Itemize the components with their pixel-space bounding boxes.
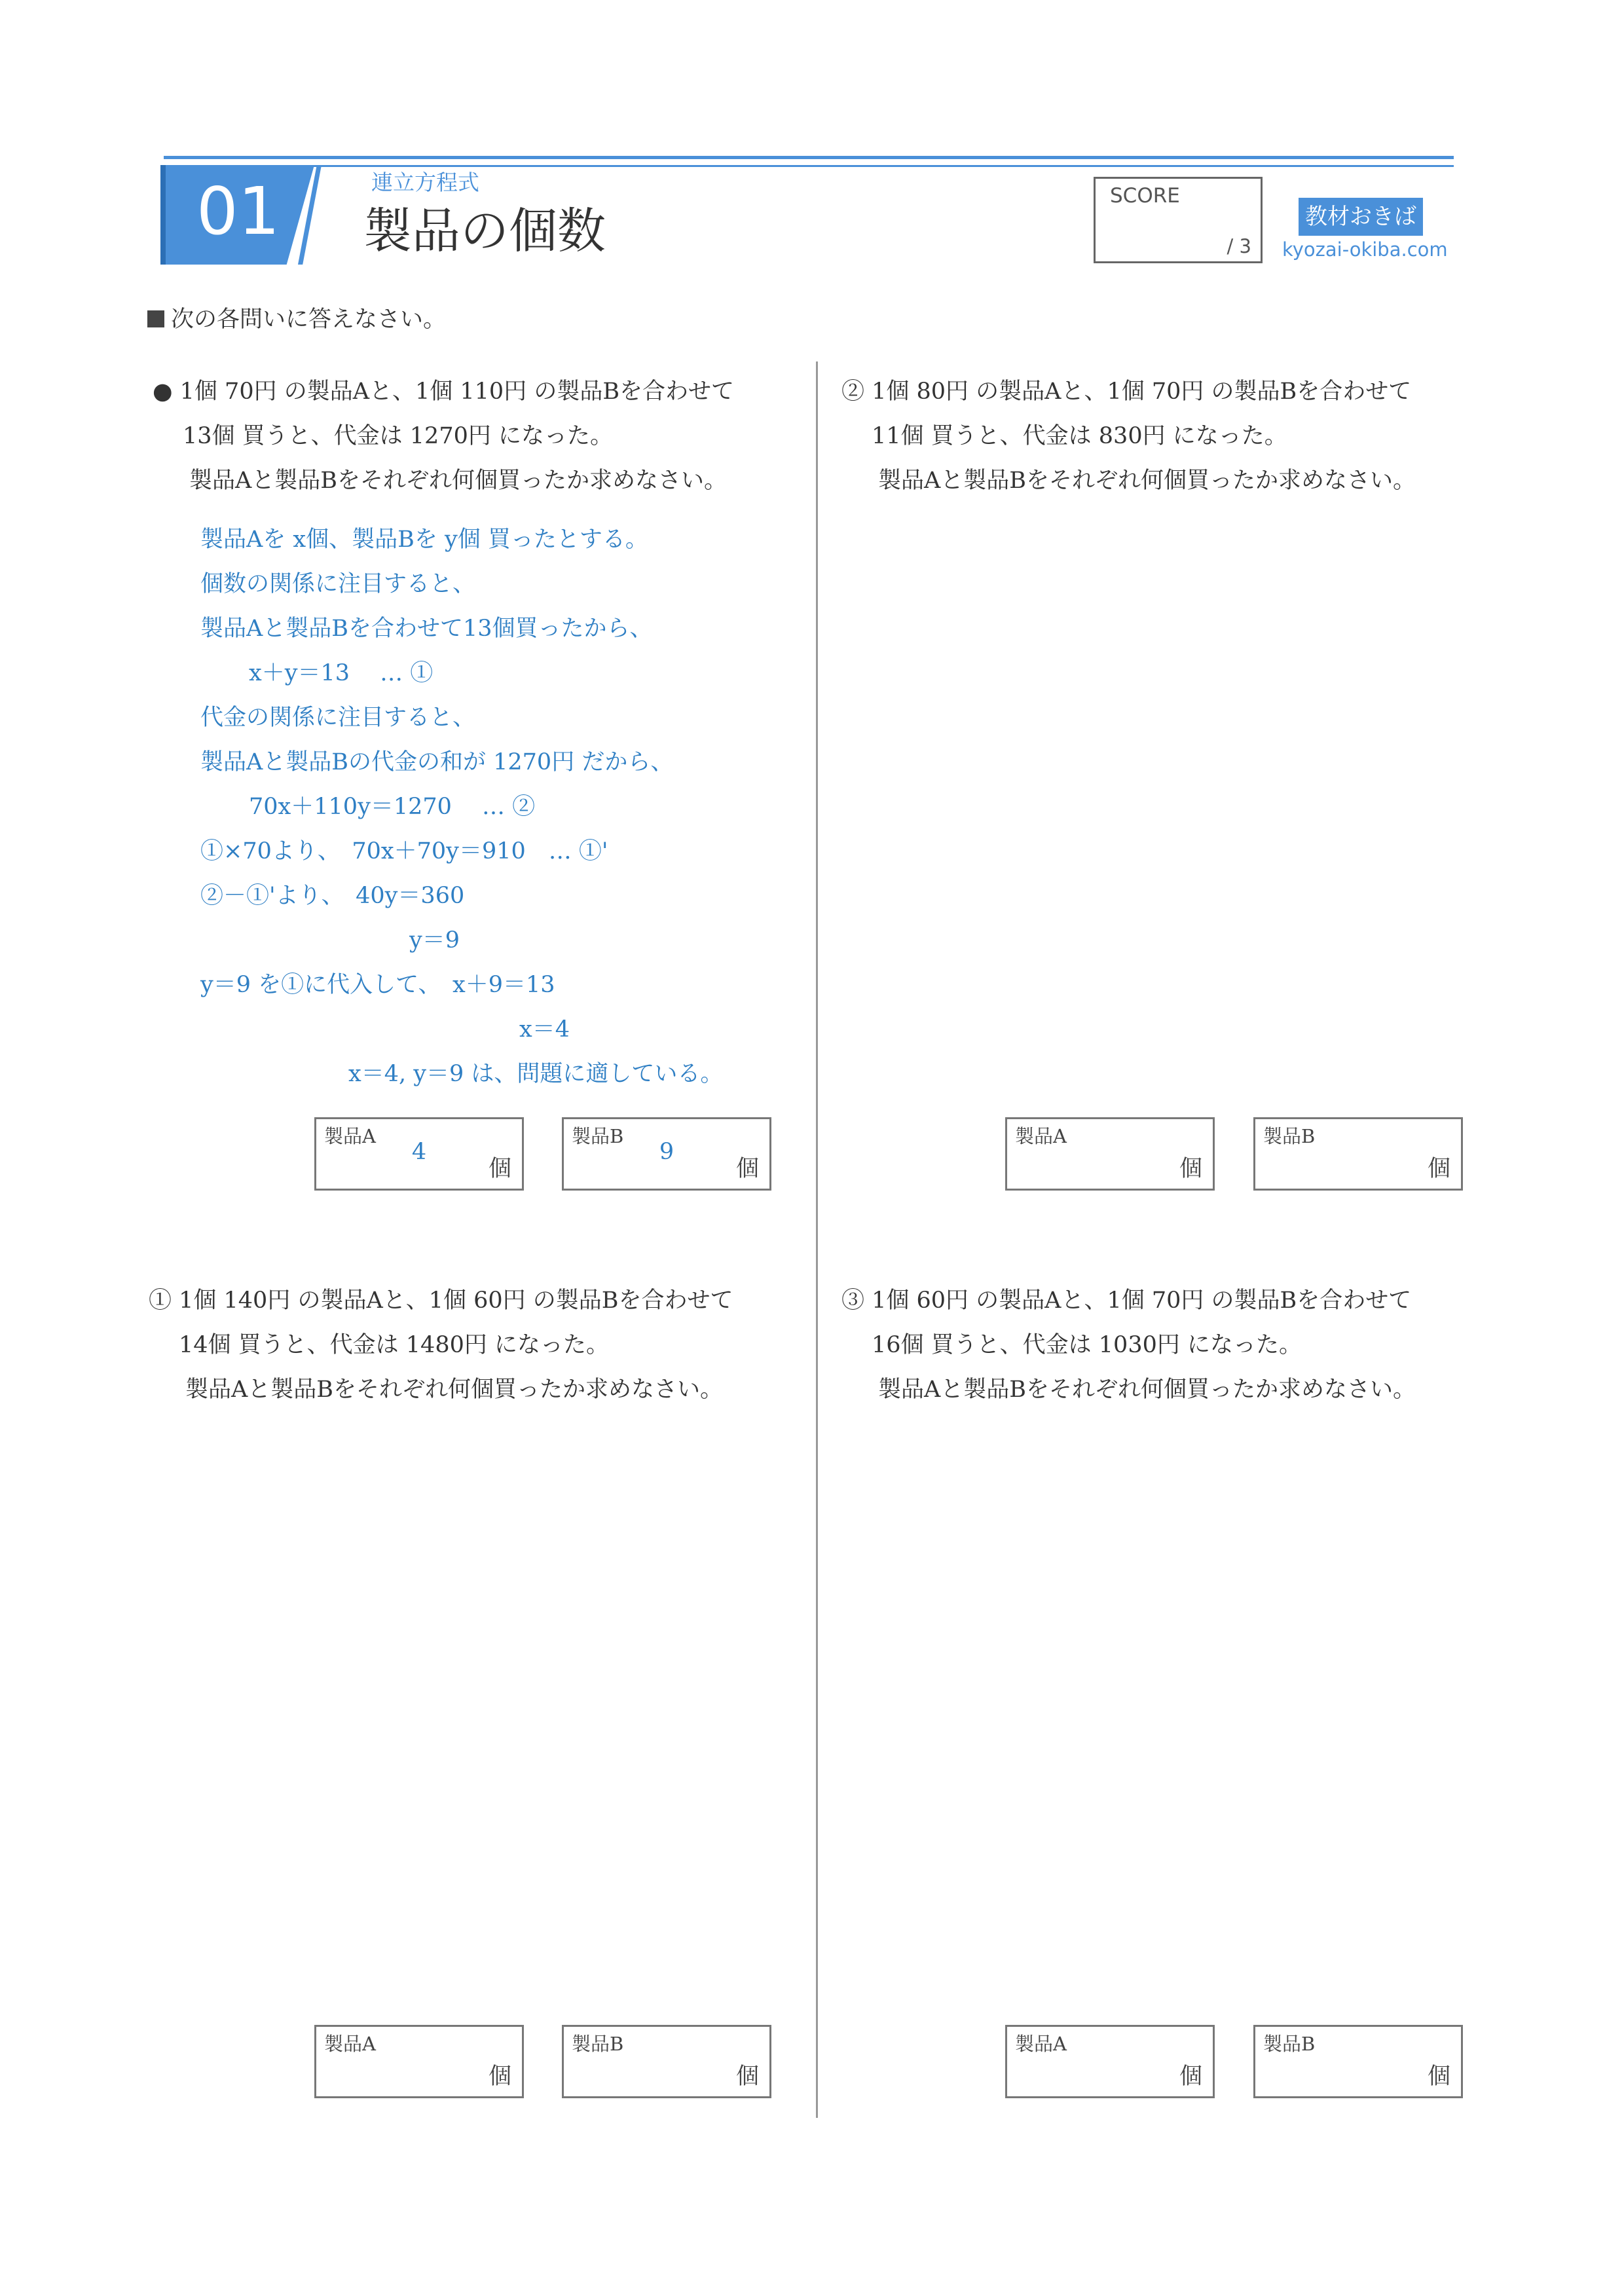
answer-label: 製品A xyxy=(324,2033,376,2055)
question-line: ② 1個 80円 の製品Aと、1個 70円 の製品Bを合わせて xyxy=(841,379,1412,405)
solution-line: 代金の関係に注目すると、 xyxy=(200,705,476,731)
score-total: / 3 xyxy=(1227,235,1251,257)
question-line: ③ 1個 60円 の製品Aと、1個 70円 の製品Bを合わせて xyxy=(841,1287,1412,1314)
question-line: 14個 買うと、代金は 1480円 になった。 xyxy=(179,1332,609,1358)
answer-unit: 個 xyxy=(1427,1156,1450,1182)
page-title: 製品の個数 xyxy=(363,203,606,259)
solution-line: 製品Aを x個、製品Bを y個 買ったとする。 xyxy=(200,527,648,553)
answer-label: 製品B xyxy=(572,1125,624,1147)
header-rule xyxy=(164,156,1454,159)
answer-label: 製品A xyxy=(324,1125,376,1147)
answer-box-b[interactable] xyxy=(1253,2025,1463,2098)
question-line: 16個 買うと、代金は 1030円 になった。 xyxy=(872,1332,1302,1358)
answer-label: 製品B xyxy=(1263,1125,1316,1147)
answer-box-a[interactable] xyxy=(314,1117,524,1191)
question-line: 製品Aと製品Bをそれぞれ何個買ったか求めなさい。 xyxy=(185,1377,723,1403)
question-line: 13個 買うと、代金は 1270円 になった。 xyxy=(183,423,613,449)
solution-line: y＝9 xyxy=(409,927,460,954)
answer-unit: 個 xyxy=(735,1156,759,1182)
answer-box-b[interactable] xyxy=(562,2025,771,2098)
solution-line: ①×70より、 70x＋70y＝910 … ①' xyxy=(200,838,608,864)
column-divider xyxy=(816,361,818,2118)
answer-label: 製品B xyxy=(1263,2033,1316,2055)
answer-label: 製品B xyxy=(572,2033,624,2055)
answer-label: 製品A xyxy=(1015,2033,1067,2055)
solution-line: 製品Aと製品Bの代金の和が 1270円 だから、 xyxy=(200,749,674,775)
answer-unit: 個 xyxy=(735,2064,759,2090)
answer-value: 9 xyxy=(659,1139,674,1165)
solution-line: y＝9 を①に代入して、 x＋9＝13 xyxy=(200,972,555,998)
site-url: kyozai-okiba.com xyxy=(1282,238,1448,261)
answer-box-a[interactable] xyxy=(314,2025,524,2098)
score-box[interactable] xyxy=(1094,177,1263,263)
question-line: ● 1個 70円 の製品Aと、1個 110円 の製品Bを合わせて xyxy=(153,379,735,405)
solution-line: x＝4 xyxy=(519,1016,570,1043)
question-line: ① 1個 140円 の製品Aと、1個 60円 の製品Bを合わせて xyxy=(149,1287,733,1314)
solution-line: x＝4, y＝9 は、問題に適している。 xyxy=(348,1061,724,1087)
answer-box-a[interactable] xyxy=(1005,2025,1215,2098)
answer-unit: 個 xyxy=(1179,2064,1202,2090)
instruction xyxy=(147,301,446,334)
question-line: 11個 買うと、代金は 830円 になった。 xyxy=(872,423,1287,449)
brand-logo: 教材おきば xyxy=(1299,198,1423,236)
square-bullet-icon xyxy=(147,310,164,327)
answer-unit: 個 xyxy=(488,2064,511,2090)
example-question xyxy=(153,369,734,503)
question-2 xyxy=(841,369,1416,503)
question-3 xyxy=(841,1278,1416,1412)
answer-label: 製品A xyxy=(1015,1125,1067,1147)
answer-unit: 個 xyxy=(1179,1156,1202,1182)
subject-label: 連立方程式 xyxy=(371,170,479,195)
example-solution xyxy=(0,517,723,1096)
solution-line: 製品Aと製品Bを合わせて13個買ったから、 xyxy=(200,616,653,642)
answer-unit: 個 xyxy=(1427,2064,1450,2090)
question-line: 製品Aと製品Bをそれぞれ何個買ったか求めなさい。 xyxy=(878,468,1416,494)
question-line: 製品Aと製品Bをそれぞれ何個買ったか求めなさい。 xyxy=(189,468,727,494)
solution-line: 70x＋110y＝1270 … ② xyxy=(249,794,536,820)
answer-box-b[interactable] xyxy=(1253,1117,1463,1191)
answer-unit: 個 xyxy=(488,1156,511,1182)
score-label: SCORE xyxy=(1110,184,1180,208)
answer-box-a[interactable] xyxy=(1005,1117,1215,1191)
question-1 xyxy=(149,1278,733,1412)
solution-line: ②－①'より、 40y＝360 xyxy=(200,883,465,909)
header-rule-secondary xyxy=(164,165,1454,167)
question-line: 製品Aと製品Bをそれぞれ何個買ったか求めなさい。 xyxy=(878,1377,1416,1403)
answer-value: 4 xyxy=(411,1139,427,1165)
answer-box-b[interactable] xyxy=(562,1117,771,1191)
number-block-edge xyxy=(160,165,166,265)
solution-line: 個数の関係に注目すると、 xyxy=(200,571,476,597)
solution-line: x＋y＝13 … ① xyxy=(249,660,434,686)
instruction-text: 次の各問いに答えなさい。 xyxy=(171,306,447,333)
worksheet-number: 01 xyxy=(196,173,280,250)
